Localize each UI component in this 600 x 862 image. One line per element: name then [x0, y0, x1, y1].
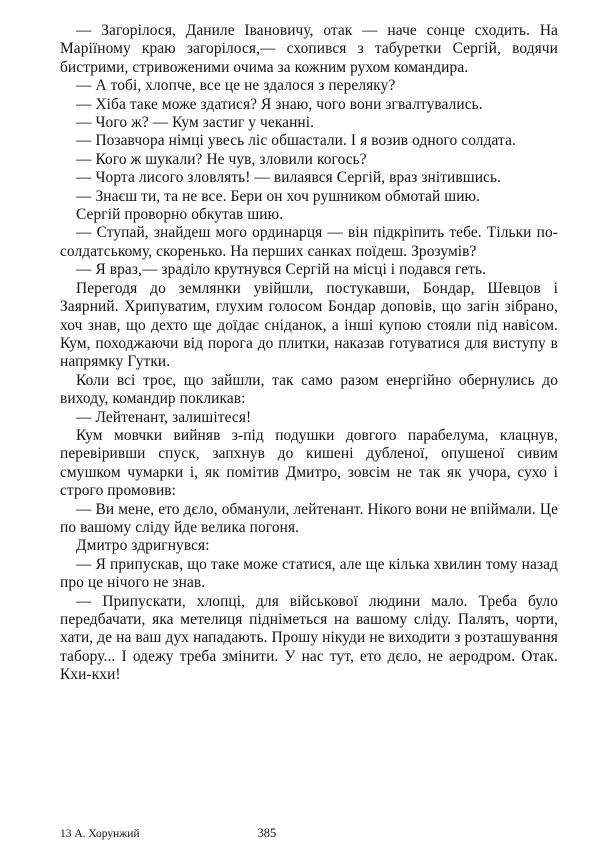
- paragraph: — Знаєш ти, та не все. Бери он хоч рушником обмотай шию.: [76, 187, 481, 205]
- paragraph: — Ступай, знайдеш мого ординарця — він підкріпить тебе. Тільки по-солдатському, скоренько. На перших санках поїдеш. Зрозумів?: [60, 224, 558, 260]
- paragraph: — Ви мене, ето дєло, обманули, лейтенант. Нікого вони не впіймали. Це по вашому сліду йде велика погоня.: [60, 500, 558, 536]
- signature-mark: 13 А. Хорунжий: [60, 828, 140, 840]
- paragraph: Кум мовчки вийняв з-під подушки довгого парабелума, клацнув, перевіривши спуск, запхнув до кишені дубленої, опушеної сивим смушком чумарки і, як помітив Дмитро, зовсім не так як учора, сухо і строго промовив:: [60, 426, 558, 500]
- paragraph: — Кого ж шукали? Не чув, зловили когось?: [76, 150, 367, 168]
- paragraph: Перегодя до землянки увійшли, постукавши, Бондар, Шевцов і Заярний. Хрипуватим, глухим голосом Бондар доповів, що загін зібрано, хоч знав, що дехто ще доїдає сніданок, а інші купою стояли під навісом. Кум, походжаючи від порога до плитки, наказав готуватися для виступу в напрямку Гутки.: [60, 279, 558, 371]
- paragraph: Дмитро здригнувся:: [76, 537, 210, 555]
- paragraph: Коли всі троє, що зайшли, так само разом енергійно обернулись до виходу, командир покликав:: [60, 371, 558, 408]
- page-footer: [60, 826, 558, 841]
- paragraph: — А тобі, хлопче, все це не здалося з переляку?: [76, 77, 396, 95]
- paragraph: — Загорілося, Даниле Івановичу, отак — наче сонце сходить. На Маріїному краю загорілося,— схопився з табуретки Сергій, водячи бистрими, стривоженими очима за кожним рухом командира.: [60, 22, 558, 76]
- paragraph: — Чорта лисого зловлять! — вилаявся Сергій, враз знітившись.: [76, 169, 502, 187]
- paragraph: — Хіба таке може здатися? Я знаю, чого вони згвалтувались.: [76, 95, 483, 113]
- paragraph: Сергій проворно обкутав шию.: [76, 206, 284, 224]
- paragraph: — Чого ж? — Кум застиг у чеканні.: [76, 114, 315, 132]
- paragraph: — Лейтенант, залишітеся!: [76, 408, 252, 426]
- paragraph: — Позавчора німці увесь ліс обшастали. І я возив одного солдата.: [76, 132, 516, 150]
- body-text: [60, 22, 558, 685]
- paragraph: — Я припускав, що таке може статися, але ще кілька хвилин тому назад про це нічого не знав.: [60, 555, 558, 592]
- paragraph: — Припускати, хлопці, для військової людини мало. Треба було передбачати, яка метелиця підніметься на вашому сліду. Палять, чорти, хати, де на ваш дух нападають. Прошу нікуди не виходити з розташування табору... І одежу треба змінити. У нас тут, ето дєло, не аеродром. Отак. Кхи-кхи!: [60, 592, 558, 684]
- paragraph: — Я враз,— зраділо крутнувся Сергій на місці і подався геть.: [76, 261, 487, 279]
- page-number: 385: [257, 826, 277, 840]
